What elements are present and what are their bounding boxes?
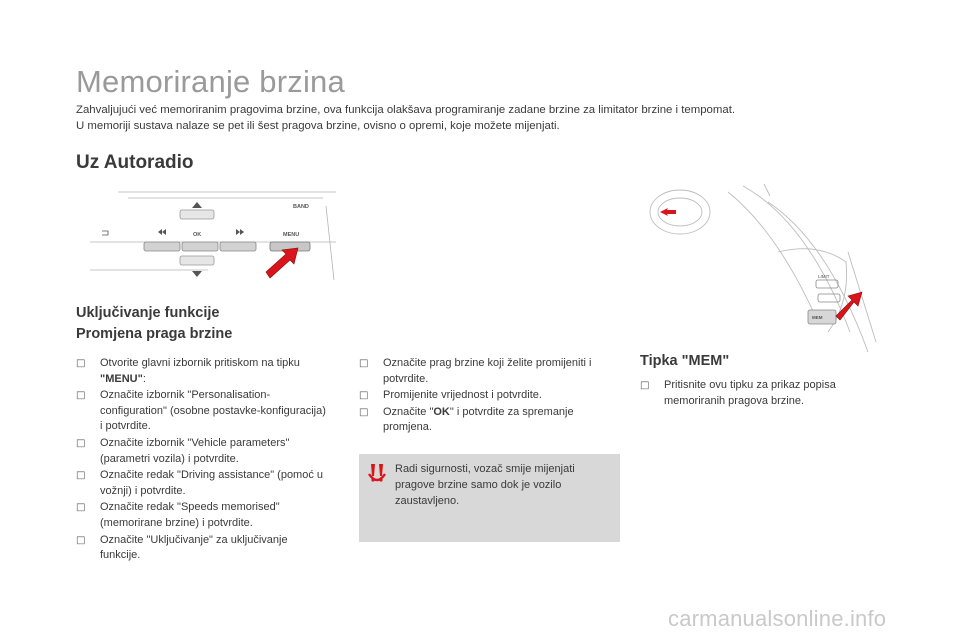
autoradio-illustration — [88, 188, 338, 289]
list-item: □ Pritisnite ovu tipku za prikaz popisa memoriranih pragova brzine. — [640, 379, 836, 407]
intro-paragraph — [76, 102, 896, 134]
red-arrow-icon — [266, 248, 298, 278]
menu-label: MENU — [283, 232, 300, 238]
heading-mem-button: Tipka "MEM" — [640, 353, 730, 369]
list-item: □ Označite "OK" i potvrdite za spremanje promjena. — [359, 405, 574, 434]
checkbox-icon: □ — [76, 437, 86, 449]
checkbox-icon: □ — [359, 390, 369, 402]
list-item: □ Označite prag brzine koji želite promijeniti i potvrdite. — [359, 357, 592, 385]
list-item: □ Označite "Uključivanje" za uključivanje funkcije. — [76, 533, 288, 562]
list-item: □ Označite izbornik "Vehicle parameters" (parametri vozila) i potvrdite. — [76, 436, 290, 465]
checkbox-icon: □ — [76, 358, 86, 369]
list-item: □ Promijenite vrijednost i potvrdite. — [359, 388, 621, 404]
ok-label: OK — [193, 232, 202, 238]
checkbox-icon: □ — [76, 534, 86, 546]
list-item: □ Označite izbornik "Personalisation-configuration" (osobne postavke-konfiguracija) i potvrdite. — [76, 389, 326, 433]
steering-wheel-illustration — [618, 182, 888, 367]
steps-list-col2 — [359, 356, 621, 437]
list-item: □ Otvorite glavni izbornik pritiskom na tipku "MENU": — [76, 357, 300, 385]
checkbox-icon: □ — [76, 502, 86, 514]
steps-list-col3 — [640, 378, 870, 410]
warning-text: Radi sigurnosti, vozač smije mijenjati pragove brzine samo dok je vozilo zaustavljeno. — [395, 463, 575, 507]
seek-icons — [102, 229, 244, 235]
checkbox-icon: □ — [359, 358, 369, 369]
section-heading: Uz Autoradio — [76, 152, 194, 173]
warning-icon — [367, 462, 387, 484]
watermark: carmanualsonline.info — [668, 606, 887, 631]
limit-label: LIMIT — [818, 274, 830, 279]
checkbox-icon: □ — [76, 470, 86, 482]
intro-line-2: U memoriji sustava nalaze se pet ili šest pragova brzine, ovisno o opremi, koje možete mijenjati. — [76, 120, 560, 132]
page-title: Memoriranje brzina — [76, 64, 345, 99]
checkbox-icon: □ — [640, 380, 650, 391]
checkbox-icon: □ — [359, 406, 369, 418]
mem-label: MEM — [812, 315, 823, 320]
band-label: BAND — [293, 204, 309, 210]
heading-change-threshold: Promjena praga brzine — [76, 326, 233, 342]
list-item: □ Označite redak "Driving assistance" (pomoć u vožnji) i potvrdite. — [76, 469, 324, 497]
heading-enable-function: Uključivanje funkcije — [76, 305, 220, 321]
checkbox-icon: □ — [76, 390, 86, 402]
safety-warning-box — [359, 454, 620, 542]
list-item: □ Označite redak "Speeds memorised" (memorirane brzine) i potvrdite. — [76, 501, 280, 529]
steps-list-col1 — [76, 356, 328, 565]
intro-line-1: Zahvaljujući već memoriranim pragovima brzine, ova funkcija olakšava programiranje zadane brzine za limitator brzine i tempomat. — [76, 104, 736, 116]
